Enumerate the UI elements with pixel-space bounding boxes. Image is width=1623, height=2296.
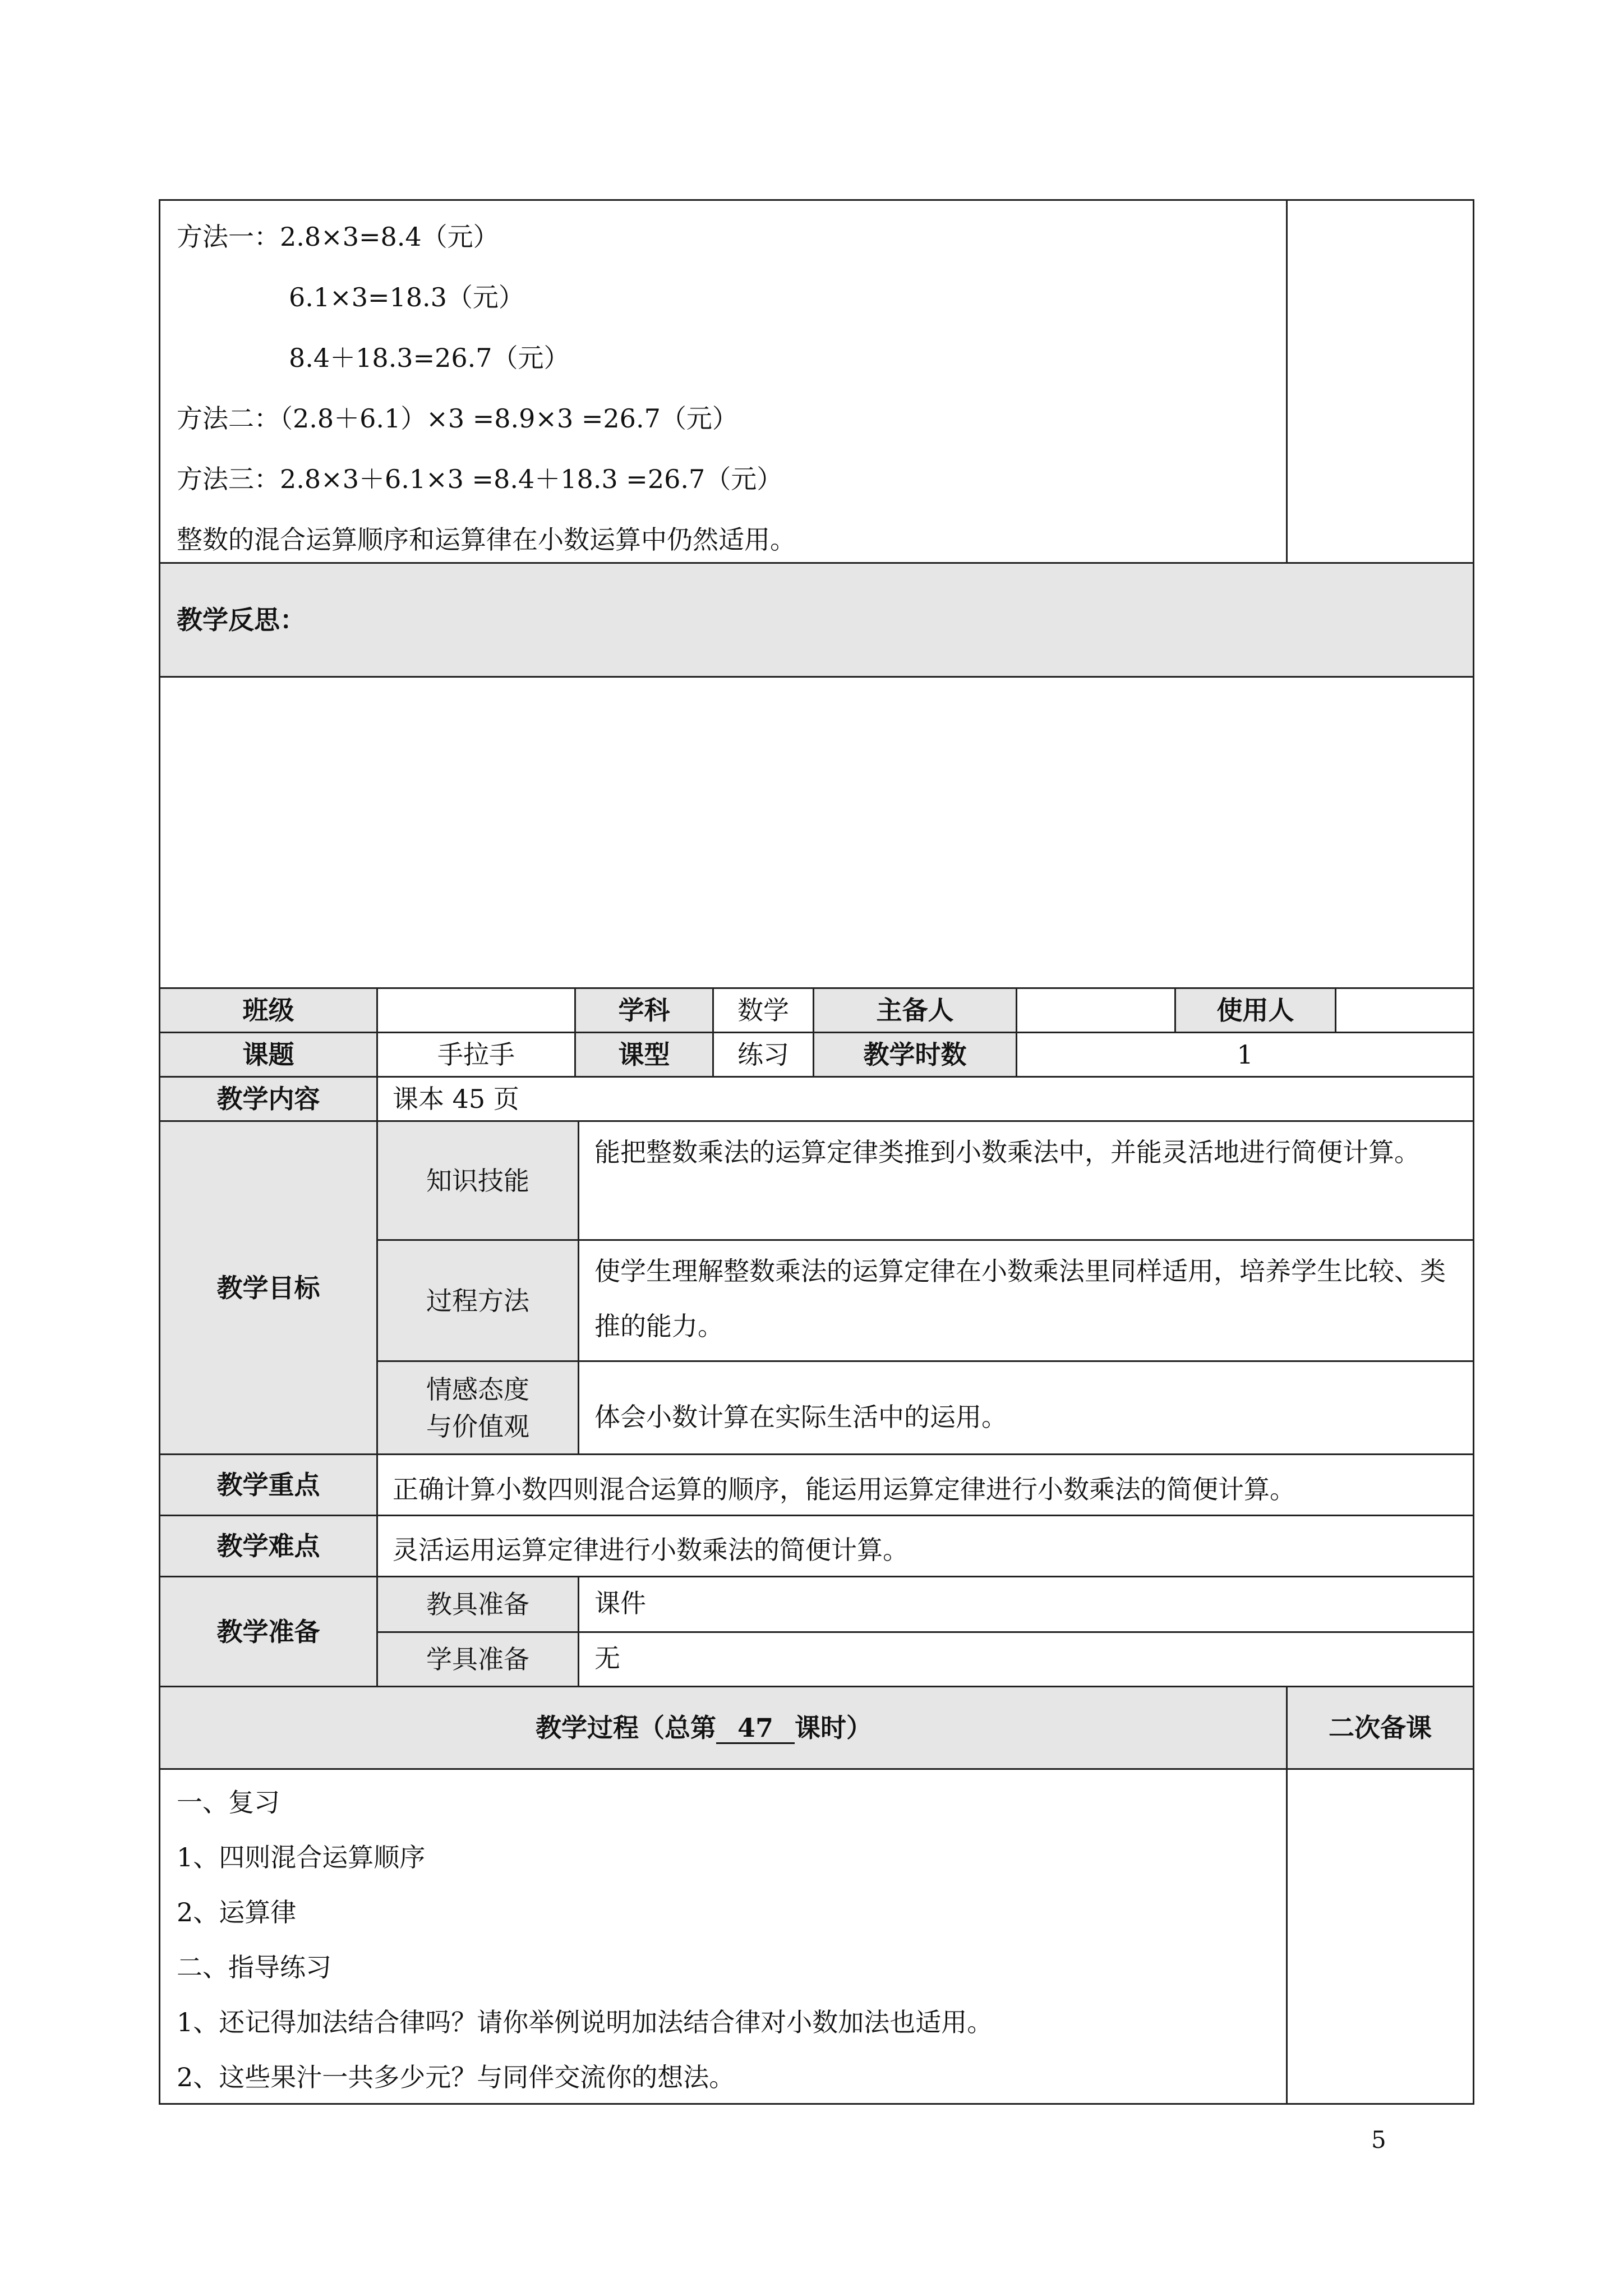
key-point-label-cell bbox=[159, 1453, 378, 1516]
process-line-practice: 二、指导练习 bbox=[177, 1952, 331, 1982]
difficulty-label-cell bbox=[159, 1515, 378, 1577]
process-title bbox=[536, 1711, 872, 1745]
goal-process-text: 使学生理解整数乘法的运算定律在小数乘法里同样适用，培养学生比较、类推的能力。 bbox=[594, 1256, 1446, 1341]
secondary-prep-label: 二次备课 bbox=[1329, 1713, 1432, 1743]
user-label-cell bbox=[1174, 987, 1336, 1033]
subject-value-cell bbox=[712, 987, 814, 1033]
goal-process-label-cell bbox=[376, 1239, 579, 1362]
process-title-suffix: 课时） bbox=[795, 1713, 872, 1743]
process-line-question-1: 1、还记得加法结合律吗？请你举例说明加法结合律对小数加法也适用。 bbox=[177, 2007, 993, 2037]
process-title-prefix: 教学过程（总第 bbox=[536, 1713, 716, 1743]
class-label: 班级 bbox=[242, 995, 294, 1025]
teacher-prep-value-cell bbox=[578, 1576, 1474, 1633]
method-one-step-3: 8.4＋18.3=26.7（元） bbox=[289, 343, 570, 373]
topic-value-cell bbox=[376, 1032, 576, 1078]
subject-label-cell bbox=[574, 987, 714, 1033]
student-prep-label-cell bbox=[376, 1631, 579, 1687]
method-one-line: 方法一：2.8×3=8.4（元） bbox=[177, 222, 499, 252]
process-line-laws: 2、运算律 bbox=[177, 1897, 297, 1927]
goal-attitude-text: 体会小数计算在实际生活中的运用。 bbox=[594, 1402, 1007, 1432]
goal-attitude-label: 情感态度与价值观 bbox=[426, 1374, 529, 1442]
topic-label-cell bbox=[159, 1032, 378, 1078]
difficulty-label: 教学难点 bbox=[216, 1531, 320, 1561]
process-line-review: 一、复习 bbox=[177, 1787, 280, 1818]
class-label-cell bbox=[159, 987, 378, 1033]
class-value-cell[interactable] bbox=[376, 987, 576, 1033]
secondary-prep-header-cell bbox=[1286, 1686, 1474, 1770]
student-prep-value: 无 bbox=[594, 1643, 620, 1673]
main-preparer-value-cell[interactable] bbox=[1016, 987, 1176, 1033]
goals-label-cell bbox=[159, 1120, 378, 1455]
goal-process-label: 过程方法 bbox=[426, 1285, 529, 1316]
teacher-prep-value: 课件 bbox=[594, 1588, 646, 1618]
main-preparer-label-cell bbox=[813, 987, 1017, 1033]
key-point-value: 正确计算小数四则混合运算的顺序，能运用运算定律进行小数乘法的简便计算。 bbox=[393, 1474, 1295, 1504]
lesson-number: 47 bbox=[716, 1713, 795, 1744]
goals-label: 教学目标 bbox=[216, 1272, 320, 1303]
method-two-line: 方法二：（2.8＋6.1）×3 =8.9×3 =26.7（元） bbox=[177, 403, 738, 434]
topic-value: 手拉手 bbox=[437, 1039, 515, 1070]
goal-knowledge-label-cell bbox=[376, 1120, 579, 1241]
process-body-cell bbox=[159, 1768, 1288, 2105]
method-one-step-2: 6.1×3=18.3（元） bbox=[289, 282, 524, 312]
process-line-order: 1、四则混合运算顺序 bbox=[177, 1842, 426, 1872]
content-label-cell bbox=[159, 1076, 378, 1122]
hours-label-cell bbox=[813, 1032, 1017, 1078]
content-value: 课本 45 页 bbox=[393, 1084, 519, 1114]
goal-knowledge-label: 知识技能 bbox=[426, 1165, 529, 1196]
goal-attitude-label-cell bbox=[376, 1360, 579, 1455]
prep-label-cell bbox=[159, 1576, 378, 1687]
student-prep-value-cell bbox=[578, 1631, 1474, 1687]
hours-value-cell bbox=[1016, 1032, 1474, 1078]
conclusion-line: 整数的混合运算顺序和运算律在小数运算中仍然适用。 bbox=[177, 524, 796, 555]
content-value-cell bbox=[376, 1076, 1474, 1122]
key-point-label: 教学重点 bbox=[216, 1470, 320, 1500]
user-label: 使用人 bbox=[1216, 995, 1294, 1025]
content-label: 教学内容 bbox=[216, 1084, 320, 1114]
subject-label: 学科 bbox=[618, 995, 670, 1025]
methods-cell bbox=[159, 199, 1288, 564]
lesson-type-label: 课型 bbox=[618, 1039, 670, 1070]
lesson-type-value-cell bbox=[712, 1032, 814, 1078]
prep-label: 教学准备 bbox=[216, 1616, 320, 1647]
page-number: 5 bbox=[1371, 2126, 1386, 2154]
methods-notes-cell bbox=[1286, 199, 1474, 564]
reflection-label: 教学反思： bbox=[177, 605, 306, 635]
lesson-type-value: 练习 bbox=[737, 1039, 789, 1070]
hours-label: 教学时数 bbox=[863, 1039, 967, 1070]
goal-knowledge-text: 能把整数乘法的运算定律类推到小数乘法中，并能灵活地进行简便计算。 bbox=[594, 1137, 1420, 1167]
lesson-type-label-cell bbox=[574, 1032, 714, 1078]
method-three-line: 方法三：2.8×3＋6.1×3 =8.4＋18.3 =26.7（元） bbox=[177, 464, 783, 494]
teacher-prep-label-cell bbox=[376, 1576, 579, 1633]
teacher-prep-label: 教具准备 bbox=[426, 1589, 529, 1619]
reflection-header-cell bbox=[159, 562, 1474, 678]
user-value-cell[interactable] bbox=[1335, 987, 1474, 1033]
difficulty-value: 灵活运用运算定律进行小数乘法的简便计算。 bbox=[393, 1535, 909, 1565]
hours-value: 1 bbox=[1237, 1039, 1253, 1070]
student-prep-label: 学具准备 bbox=[426, 1644, 529, 1674]
reflection-body-cell bbox=[159, 676, 1474, 989]
secondary-prep-body-cell bbox=[1286, 1768, 1474, 2105]
process-line-question-2: 2、这些果汁一共多少元？与同伴交流你的想法。 bbox=[177, 2062, 735, 2092]
main-preparer-label: 主备人 bbox=[876, 995, 954, 1025]
topic-label: 课题 bbox=[242, 1039, 294, 1070]
subject-value: 数学 bbox=[737, 995, 789, 1025]
